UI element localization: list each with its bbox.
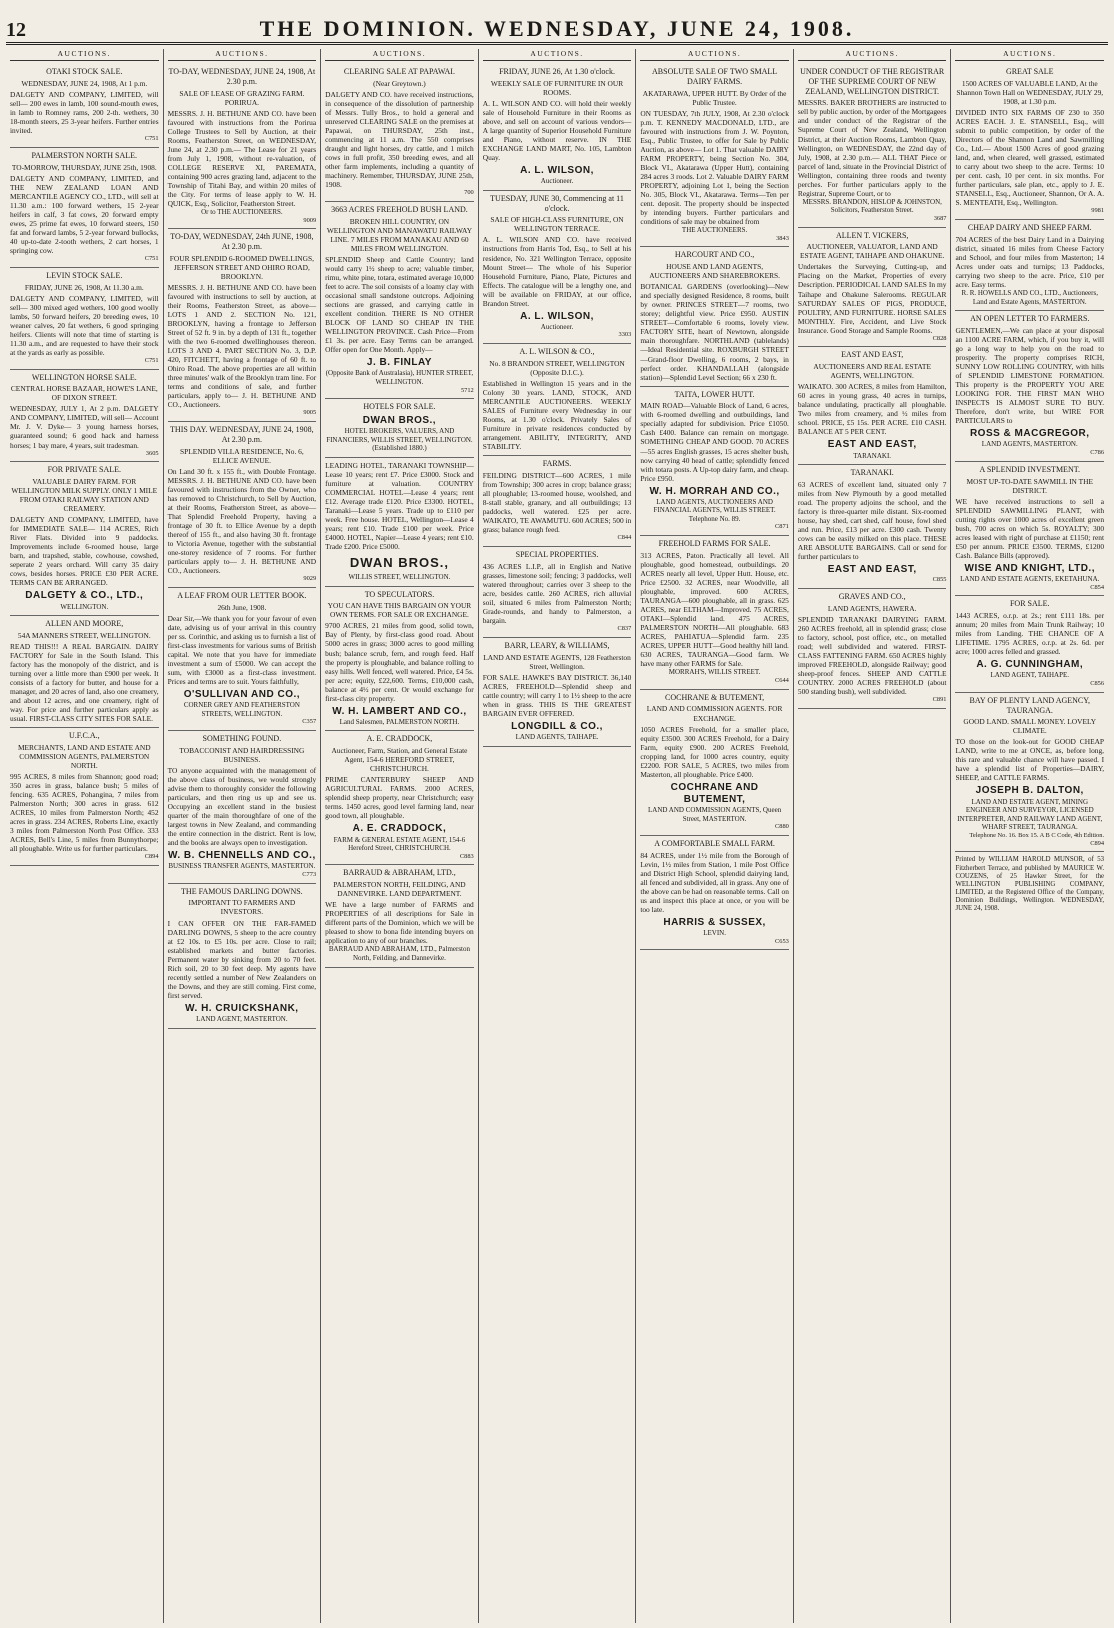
ad-title: A. L. WILSON & CO.,: [519, 347, 595, 357]
ad-body: DIVIDED INTO SIX FARMS OF 230 to 350 ACRES EACH. J. E. STANSELL, Esq., will submit to public competition, by order of the Directors of the Shannon Land and Sawmilling Co., Ltd.— About 1500 Acres of good grazing land, and, when cleared, well grassed, estimated to carry about two sheep to the acre. Terms: 10 per cent. cash, 10 per cent. in six months. For further particulars, sale plan, etc., apply to J. E. STANSELL, Esq., Auctioneer, Shannon, Or A. A. S. MENTEATH, Esq., Wellington.: [955, 107, 1105, 208]
ad-title: TO-DAY, WEDNESDAY, JUNE 24, 1908, At 2.30 p.m.: [168, 67, 316, 86]
ad-title: OTAKI STOCK SALE.: [46, 67, 123, 77]
advertisement: [325, 731, 474, 865]
ad-firm-name: EAST AND EAST,: [827, 564, 917, 576]
column-heading: AUCTIONS.: [168, 49, 317, 61]
ad-body: 313 ACRES, Paton. Practically all level. All ploughable, good homestead, outbuildings. 20 ACRES nearly all level, Upper Hutt. House, etc. Price £2500. 32 ACRES, near Woodville, all ploughable, improved. 600 ACRES, TAURANGA—600 ploughable, all in grass. 625 ACRES, near ELTHAM—Improved. 75 ACRES, OTAKI—Splendid land. 475 ACRES, PALMERSTON NORTH—All ploughable. 683 ACRES, PAHIATUA—Splendid farm. 235 ACRES, UPPER HUTT—Good healthy hill land. 630 ACRES, TAURANGA—Good farm. We have many other FARMS for Sale.: [640, 550, 789, 669]
column-heading: AUCTIONS.: [325, 49, 474, 61]
ad-subtitle: VALUABLE DAIRY FARM. FOR WELLINGTON MILK SUPPLY. ONLY 1 MILE FROM OTAKI RAILWAY STATION AND CREAMERY.: [11, 477, 158, 514]
column-5: [636, 49, 794, 1623]
advertisement: [168, 229, 317, 422]
ad-title: BAY OF PLENTY LAND AGENCY, TAURANGA.: [969, 695, 1091, 715]
advertisement: [10, 148, 159, 268]
ad-body: On Land 30 ft. x 155 ft., with Double Frontage. MESSRS. J. H. BETHUNE AND CO. have been favoured with instructions from the Owner, who has removed to Christchurch, to Sell by Auction, at their Rooms, Featherston Street, as above— That Splendid Freehold Property, having a frontage of 30 ft. to Ellice Avenue by a depth thereof of 155 ft., and also having 30 ft. frontage to Victoria Avenue, together with the substantial one-storey residence of 7 rooms. For further particulars apply to— J. H. BETHUNE AND CO., Auctioneers.: [167, 466, 317, 576]
ad-firm-name: JOSEPH B. DALTON,: [975, 785, 1084, 797]
ad-subtitle: LAND AND ESTATE AGENTS, 128 Featherston Street, Wellington.: [483, 652, 631, 671]
ad-subtitle: 1500 ACRES OF VALUABLE LAND, At the Shannon Town Hall on WEDNESDAY, JULY 29, 1908, at 1.30 p.m.: [956, 78, 1104, 106]
ad-reference-code: 3605: [145, 449, 159, 457]
column-heading: AUCTIONS.: [640, 49, 789, 61]
column-heading: AUCTIONS.: [955, 49, 1104, 61]
ad-body: DALGETY AND COMPANY, LIMITED, and THE NEW ZEALAND LOAN AND MERCANTILE AGENCY CO., LTD., will sell at 11.30 a.m.: 100 forward wethers, 15 2-year heifers in calf, 3 fat cows, 20 forward empty ewes, 25 prime fat ewes, 10 forward steers, 150 fat and forward lambs, 5 2-year forward bullocks, 40 up-to-date 2-tooth wethers, 2 cart horses, 1 springing cow.: [10, 173, 159, 255]
ad-subtitle: GOOD LAND. SMALL MONEY. LOVELY CLIMATE.: [963, 717, 1097, 736]
ad-address: LAND AGENTS, TAIHAPE.: [515, 733, 599, 742]
ad-address: LAND AGENT, TAIHAPE.: [990, 671, 1070, 680]
ad-address: THE AUCTIONEERS.: [681, 226, 748, 235]
advertisement: [640, 247, 789, 386]
ad-title: THE FAMOUS DARLING DOWNS.: [181, 886, 303, 896]
advertisement: [955, 220, 1104, 311]
advertisement: [10, 728, 159, 866]
ad-subtitle: FRIDAY, JUNE 26, 1908, At 11.30 a.m.: [24, 282, 144, 292]
ad-subtitle: WEDNESDAY, JUNE 24, 1908, At 1 p.m.: [21, 78, 148, 88]
ad-body: 63 ACRES of excellent land, situated only 7 miles from New Plymouth by a good metalled road. The property adjoins the school, and the factory is three-quarter mile distant. Six-roomed house, hay shed, cart shed, calf house, fowl shed and run. Price, £13 per acre. £300 cash. Twenty cows can be easily milked on this place. THESE ARE ABSOLUTE BARGAINS. Call or send for further particulars to: [797, 479, 947, 562]
ad-title: 3663 ACRES FREEHOLD BUSH LAND.: [331, 205, 468, 215]
ad-title: A LEAF FROM OUR LETTER BOOK.: [177, 590, 307, 600]
ad-body: 9700 ACRES, 21 miles from good, solid town, Bay of Plenty, by first-class good road. About 5000 acres in grass; 3000 acres to good milling bush; balance scrub, fern, and rough feed. Half the property is ploughable, and balance rolling to easy hills. Well fenced, well watered. Price, £4 5s. per acre; equity, £22,600. Terms, £10,000 cash, balance at 4½ per cent. Or would exchange for first-class city property.: [325, 621, 474, 703]
ad-firm-name: DALGETY & CO., LTD.,: [25, 590, 144, 602]
column-6: [794, 49, 952, 1623]
ad-reference-code: C883: [459, 852, 474, 860]
ad-reference-code: 5712: [460, 386, 474, 394]
ad-reference-code: 3843: [776, 234, 789, 242]
ad-subtitle: TO-MORROW, THURSDAY, JUNE 25th, 1908.: [11, 162, 157, 172]
ad-reference-code: Telephone No. 16. Box 15. A B C Code, 4th Edition. C894: [969, 831, 1105, 847]
ad-title: HOTELS FOR SALE.: [363, 402, 436, 412]
ad-reference-code: C871: [775, 523, 789, 531]
ad-title: U.F.C.A.,: [68, 731, 100, 741]
ad-title: TO-DAY, WEDNESDAY, 24th JUNE, 1908, At 2.30 p.m.: [170, 232, 314, 252]
ad-firm-name: HARRIS & SUSSEX,: [663, 916, 766, 928]
ad-address: Auctioneer.: [540, 177, 574, 186]
ad-title: AN OPEN LETTER TO FARMERS.: [970, 314, 1090, 324]
ad-title: SOMETHING FOUND.: [202, 734, 282, 744]
ad-firm-name: W. H. LAMBERT AND CO.,: [332, 705, 467, 717]
advertisement: [640, 64, 789, 247]
ad-subtitle: IMPORTANT TO FARMERS AND INVESTORS.: [188, 898, 296, 917]
ad-body: TO those on the look-out for GOOD CHEAP LAND, write to me at ONCE, as, before long, this rare and valuable chance will have passed. I have a splendid list of Properties—DAIRY, SHEEP, and CATTLE FARMS.: [955, 737, 1105, 783]
ad-title: BARRAUD & ABRAHAM, LTD.,: [343, 868, 456, 878]
ad-reference-code: 3687: [933, 214, 947, 222]
ad-address: HOTEL BROKERS, VALUERS, AND FINANCIERS, WILLIS STREET, WELLINGTON. (Established 1880.): [326, 427, 473, 453]
ad-title: FARMS.: [542, 459, 572, 469]
advertisement: [640, 690, 789, 836]
ad-address: LEVIN.: [703, 929, 726, 938]
ad-title: ALLEN T. VICKERS,: [835, 230, 909, 240]
column-7: [951, 49, 1108, 1623]
column-heading: AUCTIONS.: [483, 49, 632, 61]
ad-subtitle: LAND AGENTS, HAWERA.: [827, 603, 917, 613]
ad-address: MESSRS. BRANDON, HISLOP & JOHNSTON, Solicitors, Featherston Street.: [802, 197, 942, 215]
ad-body: DALGETY AND COMPANY, LIMITED, will sell— 200 ewes in lamb, 100 sound-mouth ewes, in lamb to Romney rams, 200 2-th. wethers, 30 18-month steers, 25 3-year heifers. Further entries invited.: [10, 89, 159, 136]
ad-address: LAND AND COMMISSION AGENTS, Queen Street, MASTERTON.: [648, 806, 782, 823]
ad-reference-code: C856: [1090, 679, 1105, 687]
advertisement: [798, 589, 947, 709]
ad-address: CORNER GREY AND FEATHERSTON STREETS, WELLINGTON.: [183, 701, 300, 718]
advertisement: [168, 731, 317, 884]
advertisement: [955, 462, 1104, 597]
advertisement: [325, 202, 474, 399]
ad-title: PALMERSTON NORTH SALE.: [31, 150, 138, 160]
ad-body: MESSRS. J. H. BETHUNE AND CO. have been favoured with instructions from the Porirua College Trustees to Sell by Auction, at their Rooms, Featherston Street, on WEDNESDAY, June 24, at 2.30 p.m.— The Lease for 21 years from July 1, 1908, without re-valuation, of COLLEGE RESERVE XI, PAREMATA, containing 900 acres grazing land, adjacent to the Township of Titahi Bay, and within 20 miles of the City. For terms of lease apply to W. H. QUICK, Esq., Solicitor, Featherston Street.: [167, 108, 317, 209]
advertisement: [483, 638, 632, 747]
ad-address: BUSINESS TRANSFER AGENTS, MASTERTON.: [168, 862, 316, 871]
ad-address: TARANAKI.: [853, 451, 892, 460]
ad-reference-code: C837: [617, 625, 632, 633]
ad-body: 1443 ACRES, o.r.p. at 2s.; rent £111 18s. per annum; 20 miles from Main Trunk Railway; 10 miles from Landing. THE CHANCE OF A LIFETIME. 1795 ACRES, o.r.p. at 2s. 6d. per acre; 1000 acres felled and grassed.: [955, 611, 1105, 657]
ad-body: MESSRS. J. H. BETHUNE AND CO. have been favoured with instructions to sell by auction, at their Rooms, Featherston Street, as above— LOTS 1 AND 2. SECTION No. 121, BROOKLYN, having a frontage to Jefferson Street of 52 ft. 9 in. by a depth of 131 ft., together with the two 6-roomed dwellinghouses thereon. LOTS 3 AND 4. PART SECTION No. 3, D.P. 420, FITCHETT, having a frontage of 60 ft. to Ohiro Road. The above properties are all within three minutes' walk of the Brooklyn tram line. For terms and conditions of sale, and further particulars, apply to— J. H. BETHUNE AND CO., Auctioneers.: [167, 282, 317, 410]
ad-firm-name: COCHRANE AND BUTEMENT,: [670, 781, 759, 805]
ad-reference-code: 9005: [303, 409, 317, 417]
ad-title: COCHRANE & BUTEMENT,: [665, 692, 765, 702]
ad-body: FEILDING DISTRICT—600 ACRES, 1 mile from Township; 300 acres in crop; balance grass; all ploughable; 13-roomed house, woolshed, and 8-stall stable, granary, and all outbuildings; 13 paddocks, well watered. £25 per acre. WAIKATO, TE AWAMUTU. 600 ACRES; 500 in grass; balance rough feed.: [482, 471, 632, 535]
ad-subtitle: LAND AND COMMISSION AGENTS. FOR EXCHANGE.: [646, 704, 783, 723]
ad-reference-code: C880: [775, 823, 789, 831]
advertisement: [798, 64, 947, 227]
ad-body: BOTANICAL GARDENS (overlooking)—New and specially designed Residence, 8 rooms, built by owner. PRINCES STREET—7 rooms, two storey; delightful view. Price £950. AUSTIN STREET—Comfortable 6 rooms, lovely view. FACTORY SITE, heart of Newtown, alongside main thoroughfare. NORTHLAND (tablelands) —Ideal Residential site. ROXBURGH STREET—Grand-floor Dwelling, 6 rooms, 2 bays, in perfect order. KHANDALLAH (alongside station)—Splendid Level Section; 66 x 230 ft.: [640, 282, 789, 382]
ad-body: PRIME CANTERBURY SHEEP AND AGRICULTURAL FARMS. 2000 ACRES, splendid sheep property, near Christchurch; easy terms. 1450 acres, good level farming land, near good town, all ploughable.: [325, 775, 474, 821]
ad-reference-code: 9029: [303, 575, 317, 583]
advertisement: [168, 422, 317, 588]
ad-body: I CAN OFFER ON THE FAR-FAMED DARLING DOWNS, 5 sheep to the acre country at £2 10s. to £5 10s. per acre. Close to rail; established markets and butter factories. Permanent water by sinking from 20 to 70 feet. Rich soil, 20 to 30 feet deep. My agents have recently settled a number of New Zealanders on the Downs, and they are still coming. First come, first served.: [167, 918, 317, 1000]
ad-address: BARRAUD AND ABRAHAM, LTD., Palmerston North, Feilding, and Dannevirke.: [328, 945, 470, 962]
ad-firm-name: WISE AND KNIGHT, LTD.,: [964, 562, 1095, 574]
ad-body: WEDNESDAY, JULY 1, At 2 p.m. DALGETY AND COMPANY, LIMITED, will sell— Account Mr. J. V. Dyke— 3 young harness horses, guaranteed sound; 6 good hack and harness horses; 1 bay mare, 4 years, suit tradesman.: [10, 404, 159, 450]
ad-title: A COMFORTABLE SMALL FARM.: [654, 838, 775, 848]
ad-title: WELLINGTON HORSE SALE.: [31, 372, 137, 382]
ad-firm-name: A. G. CUNNINGHAM,: [976, 659, 1084, 671]
ad-body: 436 ACRES L.I.P., all in English and Native grasses, limestone soil; fencing; 3 paddocks, well watered throughout; carries over 3 sheep to the acre, besides cattle. 260 ACRES, rich alluvial soil, situated 6 miles from Palmerston North; Grade-rounds, and handy to Palmerston, a bargain.: [482, 561, 632, 626]
ad-title: HARCOURT AND CO.,: [674, 250, 755, 260]
newspaper-title: THE DOMINION. WEDNESDAY, JUNE 24, 1908.: [259, 16, 855, 41]
advertisement: [955, 596, 1104, 692]
ad-body: 704 ACRES of the best Dairy Land in a Dairying district, situated 16 miles from Cheese Factory and School, and four miles from Masterton; 14 Acres under oats and turnips; 13 Paddocks, carrying two sheep to the acre. Price, £10 per acre. Easy terms.: [955, 234, 1105, 290]
ad-address: LAND AND ESTATE AGENT, MINING ENGINEER AND SURVEYOR, LICENSED INTERPRETER, AND RAILWAY LAND AGENT, WHARF STREET, TAURANGA.: [957, 797, 1103, 832]
ad-address: LAND AGENTS, MASTERTON.: [981, 440, 1078, 449]
ad-title: ALLEN AND MOORE,: [45, 619, 124, 629]
ad-body: WAIKATO. 300 ACRES, 8 miles from Hamilton, 60 acres in young grass, 40 acres in turnips, balance undulating, practically all ploughable. Two miles from creamery, and ½ miles from school. PRICE, £5 15s. PER ACRE. £10 CASH. BALANCE AT 5 PER CENT.: [797, 382, 947, 437]
ad-body: GENTLEMEN,—We can place at your disposal an 1100 ACRE FARM, which, if you buy it, will go a long way to help you on the road to prosperity. The property comprises RICH, SUNNY LOW ROLLING COUNTRY, with hills of SPLENDID LIMESTONE FORMATION. This property is the PROPERTY YOU ARE LOOKING FOR. THE FIRST MAN WHO INSPECTS IS ALMOST SURE TO BUY. Therefore, don't write, but WIRE FOR PARTICULARS to: [955, 325, 1105, 426]
ad-subtitle: MOST UP-TO-DATE SAWMILL IN THE DISTRICT.: [966, 476, 1093, 495]
ad-address: WILLIS STREET, WELLINGTON.: [348, 573, 451, 582]
ad-body: TO anyone acquainted with the management of the above class of business, we would strongly advise them to thoroughly consider the following particulars, and then ring us up and see us. Occupying an excellent stand in the busiest quarter of the main thoroughfare of one of the largest towns in New Zealand, and commanding the entire connection in the district. Rent is low, and the books are always open to investigation.: [167, 765, 317, 848]
ad-firm-name: W. H. CRUICKSHANK,: [185, 1002, 299, 1014]
ad-reference-code: C891: [932, 696, 947, 704]
ad-subtitle: MERCHANTS, LAND AND ESTATE AND COMMISSION AGENTS, PALMERSTON NORTH.: [17, 743, 151, 771]
ad-reference-code: 9009: [303, 216, 317, 224]
ad-subtitle: WEEKLY SALE OF FURNITURE IN OUR ROOMS.: [490, 78, 624, 97]
ad-subtitle: BROKEN HILL COUNTRY, ON WELLINGTON AND MANAWATU RAILWAY LINE. 7 MILES FROM MANAKAU AND 60 MILES FROM WELLINGTON.: [326, 216, 473, 253]
advertisement: [640, 836, 789, 951]
ad-body: Dear Sir,—We thank you for your favour of even date, advising us of your arrival in this country per ss. Corinthic, and asking us to furnish a list of first-class investments for various sums of British capital. We note that you have for immediate investment a sum of £5000. We can accept the sum, with £3000 as a first-class investment. Prices and terms are to suit. Yours faithfully,: [167, 613, 317, 686]
ad-title: TAITA, LOWER HUTT.: [674, 389, 755, 399]
ad-title: SPECIAL PROPERTIES.: [515, 550, 599, 560]
ad-body: LEADING HOTEL, TARANAKI TOWNSHIP—Lease 10 years; rent £7. Price £3000. Stock and furniture at valuation. COUNTRY COMMERCIAL HOTEL—Lease 4 years; rent £12. Average trade £120. Price £3300. HOTEL, Taranaki—Lease 5 years. Trade up to £110 per week. Free house. HOTEL, Wellington—Lease 4 years; rent £10. Trade £100 per week. Price £4000. HOTEL, Napier—Lease 4 years; rent £10. Trade £200. Price £5000.: [325, 460, 474, 552]
ad-firm-name: LONGDILL & CO.,: [511, 720, 603, 732]
ad-body: DALGETY AND COMPANY, LIMITED, will sell— 300 mixed aged wethers, 100 good woolly lambs, 50 forward heifers, 20 breeding ewes, 10 weaner calves, 20 fat wethers, 6 good springing heifers. Clients will note that time of starting is 11.30 a.m., and are requested to have their stock at the yards as early as possible.: [10, 293, 159, 357]
ad-reference-code: C773: [302, 870, 317, 878]
advertisement-columns: [6, 49, 1108, 1623]
ad-subtitle: CENTRAL HORSE BAZAAR, HOWE'S LANE, OF DIXON STREET.: [10, 384, 158, 403]
advertisement: [483, 547, 632, 638]
ad-subtitle: 26th June, 1908.: [217, 602, 267, 612]
column-heading: AUCTIONS.: [10, 49, 159, 61]
ad-body: DALGETY AND CO. have received instructions, in consequence of the dissolution of partnership of Messrs. Tully Bros., to hold a general and unreserved CLEARING SALE on the premises at Papawai, on THURSDAY, 25th inst., commencing at 11 a.m. The 550 comprises draught and light horses, dry cattle, and 1 milch cows in full profit, 350 breeding ewes, and all other farm implements, including a quantity of machinery. Remember, THURSDAY, JUNE 25th, 1908.: [325, 89, 474, 190]
ad-body: ON TUESDAY, 7th JULY, 1908, At 2.30 o'clock p.m. T. KENNEDY MACDONALD, LTD., are favoured with instructions from J. W. Poynton, Esq., Public Trustee, to offer for Sale by Public Auction, as above— Lot 1. That valuable DAIRY FARM PROPERTY, being Section No. 304, Block VI., Akatarawa (Upper Hutt), containing 284 acres 3 roods. Lot 2. Valuable DAIRY FARM PROPERTY, adjoining Lot 1, being the Section No. 305, Block VI., Akatarawa. Terms—Ten per cent. deposit. The property should be inspected by intending buyers. Further particulars and conditions of sale may be obtained from: [640, 108, 789, 227]
ad-subtitle: AKATARAWA, UPPER HUTT. By Order of the Public Trustee.: [642, 88, 787, 107]
ad-subtitle: AUCTIONEERS AND REAL ESTATE AGENTS, WELLINGTON.: [813, 362, 931, 381]
ad-body: MAIN ROAD—Valuable Block of Land, 6 acres, with 6-roomed dwelling and outbuildings, land specially adapted for subdivision. Price £1050. Cash £400. Balance can remain on mortgage. SOMETHING CHEAP AND GOOD. 70 ACRES—55 acres English grasses, 15 acres shelter bush, now carrying 40 head of cattle; splendidly fenced with totara posts. A Up-top dairy farm, and cheap. Price £950.: [640, 401, 789, 483]
advertisement: [168, 884, 317, 1029]
advertisement: [168, 588, 317, 731]
ad-address: R. R. HOWELLS AND CO., LTD., Auctioneers, Land and Estate Agents, MASTERTON.: [961, 289, 1098, 306]
ad-title: A SPLENDID INVESTMENT.: [979, 464, 1081, 474]
ad-body: SPLENDID TARANAKI DAIRYING FARM. 260 ACRES freehold, all in splendid grass; close to factory, school, post office, etc., on metalled road; well subdivided and watered. FIRST-CLASS FATTENING FARM. 650 ACRES highly improved FREEHOLD, alongside Railway; good sheep-proof fences. SHEEP AND CATTLE COUNTRY. 2000 ACRES FREEHOLD (about 500 standing bush), well subdivided.: [797, 615, 947, 697]
ad-firm-name: DWAN BROS.,: [362, 415, 437, 427]
ad-body: SPLENDID Sheep and Cattle Country; land would carry 1½ sheep to acre; valuable timber, rimu, white pine, totara, estimated average 10,000 feet to acre. The soil consists of a loamy clay with occasional small sandstone outcrops. Adjoining sections are grassed, and carrying cattle in excellent condition. THERE IS NO OTHER BLOCK OF LAND SO CHEAP IN THE WELLINGTON PROVINCE. Cash Price—From £1 3s. per acre. Easy Terms can be arranged. Offer open for One Month. Apply—: [325, 254, 474, 355]
ad-reference-code: C855: [932, 576, 947, 584]
ad-address: WELLINGTON.: [60, 602, 109, 611]
advertisement: [325, 587, 474, 732]
ad-reference-code: C653: [775, 937, 789, 945]
ad-subtitle: FOUR SPLENDID 6-ROOMED DWELLINGS, JEFFERSON STREET AND OHIRO ROAD, BROOKLYN.: [169, 253, 314, 281]
advertisement: [955, 64, 1104, 220]
advertisement: [798, 228, 947, 348]
ad-title: GREAT SALE: [1005, 67, 1054, 77]
advertisement: [640, 536, 789, 690]
ad-title: CHEAP DAIRY AND SHEEP FARM.: [967, 223, 1092, 233]
advertisement: [325, 64, 474, 202]
ad-title: CLEARING SALE AT PAPAWAI.: [343, 67, 455, 77]
printer-imprint: Printed by WILLIAM HAROLD MUNSOR, of 53 Fitzherbert Terrace, and published by MAURICE W. COUZENS, of 25 Hawker Street, for the WELLINGTON PUBLISHING COMPANY, LIMITED, at the Registered Office of the Company, Dominion Buildings, Wellington. WEDNESDAY, JUNE 24, 1908.: [955, 856, 1105, 913]
ad-firm-name: A. E. CRADDOCK,: [352, 823, 447, 835]
ad-title: TUESDAY, JUNE 30, Commencing at 11 o'clock.: [490, 193, 624, 213]
ad-subtitle: SPLENDID VILLA RESIDENCE, No. 6, ELLICE AVENUE.: [180, 446, 304, 465]
ad-subtitle: AUCTIONEER, VALUATOR, LAND AND ESTATE AGENT, TAIHAPE AND OHAKUNE.: [800, 242, 945, 261]
advertisement: [325, 458, 474, 587]
advertisement: [10, 64, 159, 148]
advertisement: [483, 456, 632, 547]
ad-reference-code: C854: [1090, 583, 1105, 591]
ad-reference-code: 9981: [1091, 207, 1105, 215]
advertisement: [798, 465, 947, 589]
ad-firm-name: ROSS & MACGREGOR,: [969, 428, 1090, 440]
ad-address: Auctioneer.: [540, 322, 574, 331]
ad-firm-name: DWAN BROS.,: [349, 555, 449, 571]
advertisement: [10, 462, 159, 616]
ad-address: LAND AGENTS, AUCTIONEERS AND FINANCIAL AGENTS, WILLIS STREET. Telephone No. 89.: [653, 497, 776, 523]
advertisement: [168, 64, 317, 229]
ad-firm-name: EAST AND EAST,: [827, 439, 917, 451]
ad-title: FOR PRIVATE SALE.: [47, 465, 121, 475]
ad-title: TO SPECULATORS.: [364, 589, 435, 599]
advertisement: [640, 387, 789, 537]
advertisement: [325, 865, 474, 967]
ad-reference-code: C357: [302, 718, 317, 726]
ad-title: TARANAKI.: [850, 468, 894, 478]
ad-body: DALGETY AND COMPANY, LIMITED, have for IMMEDIATE SALE— 114 ACRES, Rich River Flats. Divided into 9 paddocks. Improvements include 6-roomed house, large barn, and trapshed, stable, cowhouse, cowshed, seperate 2 years orchard. Will carry 35 dairy cows, besides horses. PRICE £30 PER ACRE. TERMS CAN BE ARRANGED.: [10, 515, 159, 588]
ad-reference-code: C644: [775, 676, 789, 684]
advertisement: [798, 347, 947, 465]
ad-title: LEVIN STOCK SALE.: [46, 270, 123, 280]
ad-reference-code: C894: [144, 853, 159, 861]
ad-address: FARM & GENERAL ESTATE AGENT, 154-6 Hereford Street, CHRISTCHURCH.: [333, 835, 466, 853]
advertisement: [955, 693, 1104, 853]
ad-title: FRIDAY, JUNE 26, At 1.30 o'clock.: [499, 67, 615, 77]
ad-reference-code: C844: [617, 534, 632, 542]
ad-subtitle: YOU CAN HAVE THIS BARGAIN ON YOUR OWN TERMS. FOR SALE OR EXCHANGE.: [327, 601, 472, 620]
ad-subtitle: SALE OF LEASE OF GRAZING FARM. PORIRUA.: [179, 88, 305, 107]
ad-title: ABSOLUTE SALE OF TWO SMALL DAIRY FARMS.: [652, 67, 778, 86]
ad-firm-name: A. L. WILSON,: [520, 310, 594, 322]
masthead: [6, 4, 1108, 45]
advertisement: [955, 311, 1104, 462]
advertisement: [10, 370, 159, 463]
ad-subtitle: (Near Greytown.): [373, 78, 426, 88]
ad-body: 1050 ACRES Freehold, for a smaller place, equity £3500. 300 ACRES Freehold, for a Dairy Farm, equity £900. 200 ACRES Freehold, cropping land, for 1000 acres country, equity £2200. FOR SALE, 5 ACRES, two miles from Masterton, all ploughable. Price £400.: [640, 724, 789, 779]
ad-body: Established in Wellington 15 years and in the Colony 30 years. LAND, STOCK, AND MERCANTILE AUCTIONEERS. WEEKLY SALES of Furniture every Wednesday in our Rooms, at 1.30 o'clock. Privately Sales of Furniture in private residences conducted by arrangement. ABILITY, INTEGRITY, AND STABILITY.: [482, 379, 632, 452]
ad-title: FOR SALE.: [1009, 599, 1050, 609]
page-number: 12: [6, 19, 26, 41]
ad-address: MORRAH'S, WILLIS STREET.: [668, 668, 761, 677]
column-heading: AUCTIONS.: [798, 49, 947, 61]
ad-title: FREEHOLD FARMS FOR SALE.: [658, 539, 771, 549]
ad-body: WE have received instructions to sell a SPLENDID SAWMILLING PLANT, with cutting rights over 1000 acres of excellent green bush, 700 acres on which 5s. ROYALTY; 300 acres leased with right of purchase at £1150; rent £50 per annum. PRICE £3500. TERMS, £1200 Cash. Balance Bills (approved).: [955, 496, 1105, 560]
ad-firm-name: O'SULLIVAN AND CO.,: [183, 689, 301, 701]
ad-body: Undertakes the Surveying, Cutting-up, and Placing on the Market, Properties of every Description. PERIODICAL LAND SALES In my Taihape and Ohakune Salerooms. REGULAR SATURDAY SALES OF PIGS, PRODUCE, POULTRY, AND FURNITURE. HORSE SALES MONTHLY. Fire, Accident, and Live Stock Insurance. Good Storage and Sample Rooms.: [797, 262, 947, 335]
ad-firm-name: A. L. WILSON,: [520, 165, 594, 177]
ad-reference-code: C751: [144, 254, 159, 262]
ad-address: Or to THE AUCTIONEERS.: [201, 208, 283, 217]
column-4: [479, 49, 637, 1623]
ad-body: WE have a large number of FARMS and PROPERTIES of all descriptions for Sale in different parts of the Dominion, which we will be pleased to show to bona fide intending buyers on application to any of our branches.: [325, 900, 474, 946]
ad-reference-code: C751: [144, 135, 159, 143]
ad-subtitle: SALE OF HIGH-CLASS FURNITURE, ON WELLINGTON TERRACE.: [490, 215, 624, 234]
advertisement: [483, 64, 632, 191]
ad-subtitle: TOBACCONIST AND HAIRDRESSING BUSINESS.: [179, 745, 305, 764]
advertisement: [10, 616, 159, 728]
ad-reference-code: C751: [144, 356, 159, 364]
ad-address: (Opposite Bank of Australasia), HUNTER STREET, WELLINGTON.: [325, 369, 474, 387]
ad-body: A. L. WILSON AND CO. will hold their weekly sale of Household Furniture in their Rooms as above, and sell on account of various vendors— A large quantity of Superior Household Furniture and Piano, without reserve. IN THE EXCHANGE LAND MART, No. 105, Lambton Quay.: [482, 98, 632, 163]
ad-firm-name: W. H. MORRAH AND CO.,: [649, 485, 780, 497]
ad-body: MESSRS. BAKER BROTHERS are instructed to sell by public auction, by order of the Mortgagees and under conduct of the Registrar of the Supreme Court of New Zealand, Wellington District, at their Auction Rooms, Lambton Quay, Wellington, on WEDNESDAY, the 22nd day of July, 1908, at 2.30 p.m.— ALL THAT Piece or parcel of land, situate in the Provincial District of Wellington, containing three roods and twenty perches. For further particulars apply to the Registrar, Supreme Court, or to: [797, 98, 947, 198]
ad-body: FOR SALE. HAWKE'S BAY DISTRICT. 36,140 ACRES, FREEHOLD—Splendid sheep and cattle country; will carry 1 to 1½ sheep to the acre when in grass. THIS IS THE GREATEST BARGAIN EVER OFFERED.: [482, 672, 632, 718]
ad-reference-code: 3303: [618, 331, 632, 339]
ad-subtitle: No. 8 BRANDON STREET, WELLINGTON (Opposite D.I.C.).: [489, 358, 625, 378]
ad-body: A. L. WILSON AND CO. have received instructions from Harris Tod, Esq., to Sell at his residence, No. 321 Wellington Terrace, opposite Mount Street— The whole of his Superior Household Furniture, Piano, Plate, Pictures and Effects. The catalogue will be a lengthy one, and will be available on FRIDAY, at our office, Brandon Street.: [482, 235, 632, 308]
ad-reference-code: 700: [464, 189, 474, 197]
ad-title: A. E. CRADDOCK,: [366, 734, 433, 744]
ad-subtitle: 54A MANNERS STREET, WELLINGTON.: [17, 630, 151, 640]
ad-title: UNDER CONDUCT OF THE REGISTRAR OF THE SUPREME COURT OF NEW ZEALAND, WELLINGTON DISTRICT.: [800, 67, 945, 96]
advertisement: [10, 268, 159, 370]
ad-address: Land Salesmen, PALMERSTON NORTH.: [339, 717, 460, 726]
ad-title: GRAVES AND CO.,: [838, 592, 906, 602]
ad-title: EAST AND EAST,: [841, 350, 904, 360]
ad-reference-code: C828: [932, 334, 947, 342]
ad-firm-name: W. B. CHENNELLS AND CO.,: [167, 850, 316, 862]
advertisement: [483, 344, 632, 456]
ad-firm-name: J. B. FINLAY: [366, 357, 432, 369]
advertisement: [483, 191, 632, 344]
ad-address: LAND AND ESTATE AGENTS, EKETAHUNA.: [960, 574, 1100, 583]
ad-address: LAND AGENT, MASTERTON.: [196, 1014, 288, 1023]
ad-body: READ THIS!!! A REAL BARGAIN. DAIRY FACTORY for Sale in the South Island. This factory has the monopoly of the district, and is turning over a little more than £900 per week. It consists of a factory for butter, and house for a manager, and 20 acres of land, also one creamery, and about 12 acres, and one creamery, right of way. For price and further particulars apply as usual. FIRST-CLASS CITY SITES FOR SALE.: [10, 641, 159, 724]
ad-reference-code: C786: [1090, 448, 1105, 456]
advertisement: [325, 399, 474, 458]
ad-subtitle: HOUSE AND LAND AGENTS, AUCTIONEERS AND SHAREBROKERS.: [649, 262, 780, 281]
column-1: [6, 49, 164, 1623]
ad-body: 995 ACRES, 8 miles from Shannon; good road; 350 acres in grass, balance bush; 5 miles of fencing. 635 ACRES, Pohangina, 7 miles from Palmerston North; 300 acres in grass. 612 ACRES, 10 miles from Palmerston North; 452 acres in grass. 234 ACRES, Roberts Line, exactly 3 miles from Palmerston North Post Office. 333 ACRES, Bell's Line, 5 miles from Bunnythorpe; all ploughable. Write us for further particulars.: [10, 772, 159, 854]
column-3: [321, 49, 479, 1623]
ad-subtitle: Auctioneer, Farm, Station, and General Estate Agent, 154-6 HEREFORD STREET, CHRISTCHURCH.: [331, 746, 468, 774]
column-2: [164, 49, 322, 1623]
ad-title: BARR, LEARY, & WILLIAMS,: [504, 640, 610, 650]
ad-title: THIS DAY. WEDNESDAY, JUNE 24, 1908, At 2.30 p.m.: [170, 425, 314, 444]
ad-body: 84 ACRES, under 1½ mile from the Borough of Levin, 1½ miles from Station, 1 mile Post Office and District High School, splendid dairying land, all fenced and subdivided, all in grass. Any one of the above can be had on reasonable terms. Call on us and inspect this place at once, or you will be too late.: [640, 850, 789, 914]
ad-subtitle: PALMERSTON NORTH, FEILDING, AND DANNEVIRKE. LAND DEPARTMENT.: [333, 880, 466, 899]
